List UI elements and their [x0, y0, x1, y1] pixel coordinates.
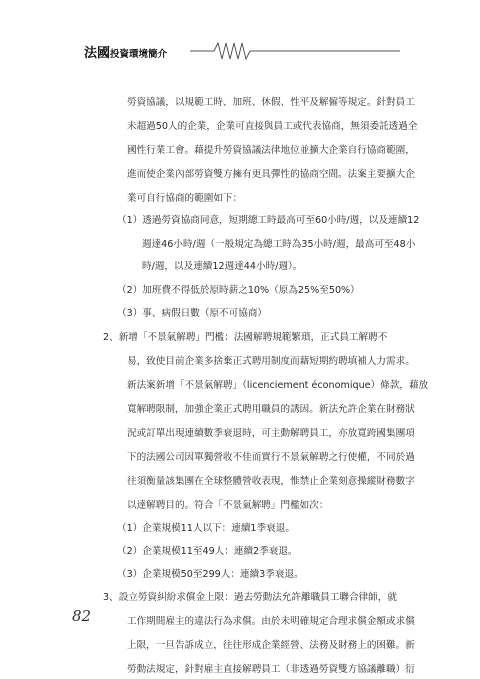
text-line: 往須衡量該集團在全球整體營收表現，惟禁止企業刻意操縱財務數字 — [127, 476, 415, 487]
text-line: 未超過50人的企業，企業可直接與員工或代表協商，無須委託透過全 — [127, 121, 418, 132]
text-line: 業可自行協商的範圍如下： — [127, 193, 243, 204]
text-line: （2）加班費不得低於原時薪之10%（原為25%至50%） — [117, 285, 360, 296]
text-line: 進而使企業內部勞資雙方擁有更具彈性的協商空間。法案主要擴大企 — [127, 169, 415, 180]
text-line: （2）企業規模11至49人：連續2季衰退。 — [117, 546, 298, 557]
text-line: 下的法國公司因單獨營收不佳而實行不景氣解聘之行使權，不同於過 — [127, 452, 415, 463]
text-line: （1）企業規模11人以下：連續1季衰退。 — [117, 523, 295, 534]
header-title-sub: 投資環境簡介 — [110, 49, 168, 60]
text-line: （3）事、病假日數（原不可協商） — [117, 308, 268, 319]
text-line: 易，致使目前企業多捨棄正式聘用制度而藉短期約聘填補人力需求。 — [127, 356, 415, 367]
text-line: 週達46小時/週（一般規定為總工時為35小時/週，最高可至48小 — [142, 239, 416, 250]
text-line: （1）透過勞資協商同意，短期總工時最高可至60小時/週，以及連續12 — [117, 215, 420, 226]
text-line: （3）企業規模50至299人：連續3季衰退。 — [117, 569, 304, 580]
text-line: 勞資協議，以規範工時、加班、休假、性平及解僱等規定。針對員工 — [127, 97, 415, 108]
text-line: 以達解聘目的。符合「不景氣解聘」門檻如次： — [127, 500, 329, 511]
text-line: 寬解聘限制，加強企業正式聘用職員的誘因。新法允許企業在財務狀 — [127, 404, 415, 415]
text-line: 況或訂單出現連續數季衰退時，可主動解聘員工，亦放寬跨國集團項 — [127, 428, 415, 439]
text-line: 時/週，以及連續12週達44小時/週）。 — [142, 261, 303, 272]
text-line: 工作期間雇主的違法行為求償。由於未明確規定合理求償金額或求償 — [127, 616, 415, 627]
text-line: 3、設立勞資糾紛求償金上限：過去勞動法允許離職員工聯合律師，就 — [103, 592, 397, 603]
text-line: 新法案新增「不景氣解聘」（licenciement économique）條款，藉放 — [127, 380, 429, 391]
header-title-main: 法國 — [84, 46, 111, 61]
text-line: 國性行業工會。藉提升勞資協議法律地位並擴大企業自行協商範圍， — [127, 145, 415, 156]
text-line: 勞動法規定，針對雇主直接解聘員工（非透過勞資雙方協議離職）衍 — [127, 664, 415, 675]
text-line: 上限，一旦告訴成立，往往形成企業經營、法務及財務上的困難。新 — [127, 640, 415, 651]
page-number: 82 — [72, 607, 92, 625]
text-line: 2、新增「不景氣解聘」門檻：法國解聘規範繁瑣，正式員工解聘不 — [103, 332, 388, 343]
